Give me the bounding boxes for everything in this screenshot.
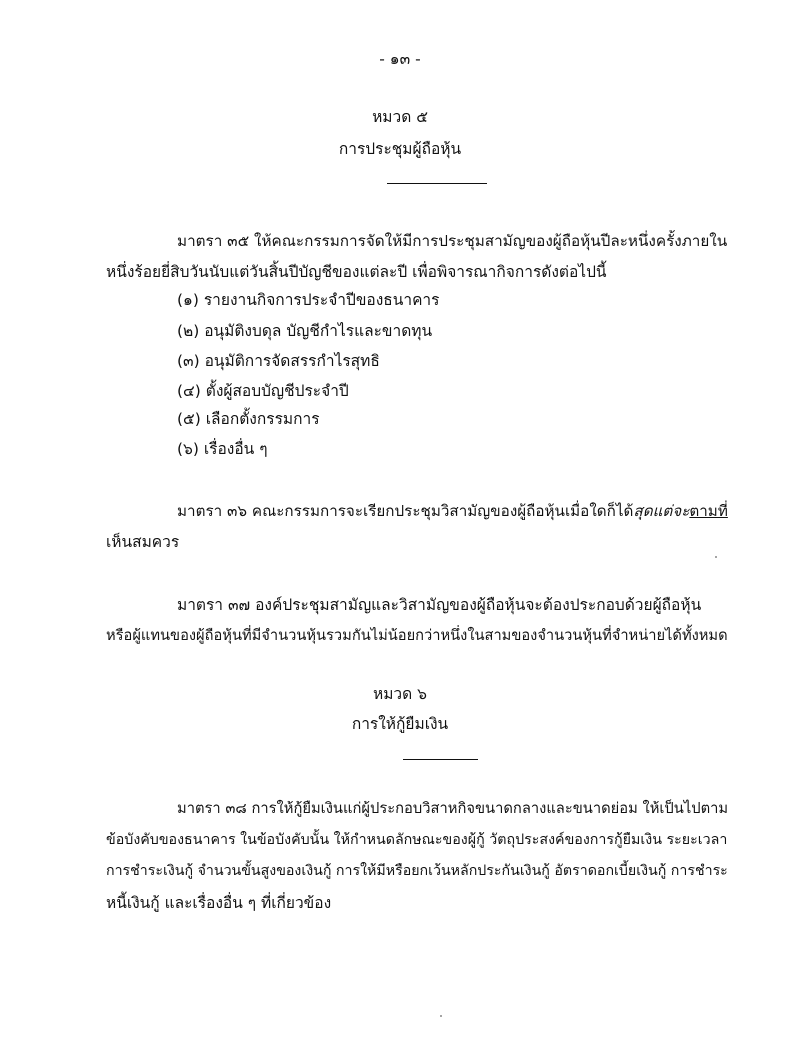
section-35-item-1: (๑) รายงานกิจการประจำปีของธนาคาร [177, 291, 440, 309]
section-35-line-1: มาตรา ๓๕ ให้คณะกรรมการจัดให้มีการประชุมสามัญของผู้ถือหุ้นปีละหนึ่งครั้งภายใน [177, 232, 728, 250]
section-38-line-1: มาตรา ๓๘ การให้กู้ยืมเงินแก่ผู้ประกอบวิสาหกิจขนาดกลางและขนาดย่อม ให้เป็นไปตาม [177, 800, 729, 817]
section-35-item-2: (๒) อนุมัติงบดุล บัญชีกำไรและขาดทุน [177, 322, 433, 340]
section-35-item-5: (๕) เลือกตั้งกรรมการ [177, 410, 320, 428]
section-38-line-4: หนี้เงินกู้ และเรื่องอื่น ๆ ที่เกี่ยวข้อง [106, 894, 332, 912]
scan-speck [440, 1015, 442, 1017]
section-37-line-2: หรือผู้แทนของผู้ถือหุ้นที่มีจำนวนหุ้นรวมกันไม่น้อยกว่าหนึ่งในสามของจำนวนหุ้นที่จำหน่ายได้ทั้งหมด [106, 627, 728, 644]
section-36-main-text: มาตรา ๓๖ คณะกรรมการจะเรียกประชุมวิสามัญของผู้ถือหุ้นเมื่อใดก็ได้ [177, 502, 634, 520]
chapter-6-heading: หมวด ๖ [373, 685, 427, 703]
chapter-5-heading: หมวด ๕ [372, 108, 428, 126]
chapter-6-divider [403, 759, 478, 760]
section-36-amended-text: สุดแต่จะ [633, 502, 690, 520]
section-38-line-2: ข้อบังคับของธนาคาร ในข้อบังคับนั้น ให้กำหนดลักษณะของผู้กู้ วัตถุประสงค์ของการกู้ยืมเงิน ระยะเวลา [106, 832, 728, 848]
chapter-5-divider [387, 183, 487, 184]
section-36-line-2: เห็นสมควร [106, 533, 180, 551]
chapter-6-title: การให้กู้ยืมเงิน [351, 715, 449, 733]
section-38-line-3: การชำระเงินกู้ จำนวนขั้นสูงของเงินกู้ การให้มีหรือยกเว้นหลักประกันเงินกู้ อัตราดอกเบี้ยเงินกู้ การชำระ [106, 863, 728, 879]
scan-speck [715, 556, 717, 558]
chapter-5-title: การประชุมผู้ถือหุ้น [338, 140, 462, 158]
section-35-item-3: (๓) อนุมัติการจัดสรรกำไรสุทธิ [177, 352, 380, 370]
section-36-line-1 [177, 504, 728, 519]
section-36-underlined-text: ตามที่ [689, 502, 728, 520]
section-35-line-2: หนึ่งร้อยยี่สิบวันนับแต่วันสิ้นปีบัญชีของแต่ละปี เพื่อพิจารณากิจการดังต่อไปนี้ [106, 263, 607, 281]
page-number: - ๑๓ - [379, 50, 421, 68]
section-35-item-4: (๔) ตั้งผู้สอบบัญชีประจำปี [177, 382, 349, 400]
section-37-line-1: มาตรา ๓๗ องค์ประชุมสามัญและวิสามัญของผู้ถือหุ้นจะต้องประกอบด้วยผู้ถือหุ้น [177, 596, 702, 614]
section-35-item-6: (๖) เรื่องอื่น ๆ [177, 440, 268, 458]
